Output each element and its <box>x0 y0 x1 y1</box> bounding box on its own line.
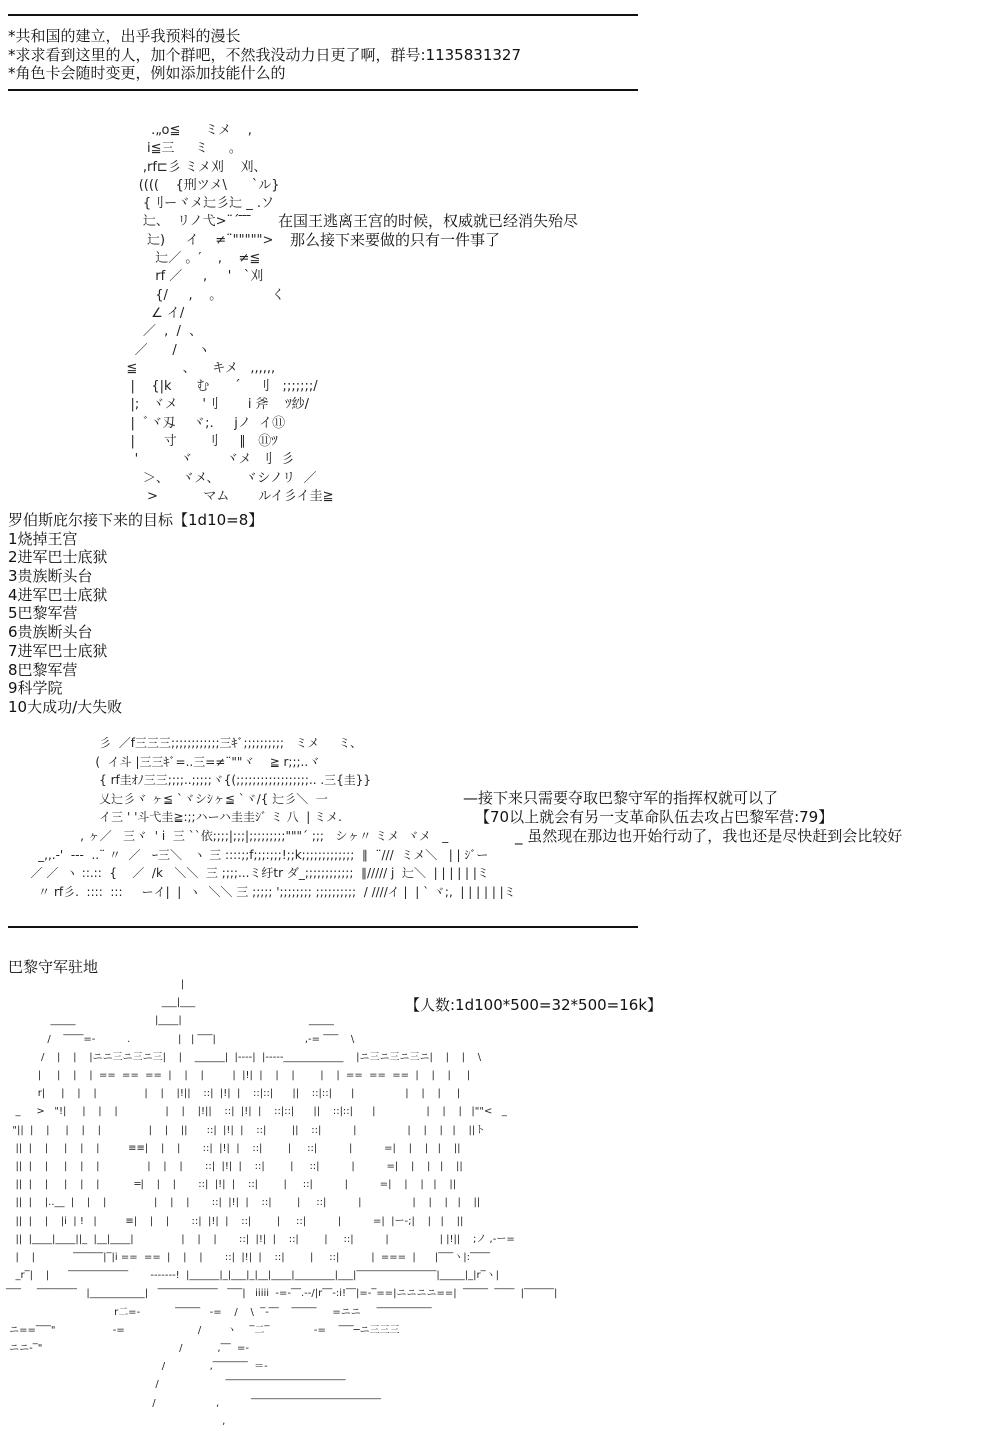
list-item: 1烧掉王宫 <box>8 529 78 548</box>
speech-line: 那么接下来要做的只有一件事了 <box>290 231 501 249</box>
note-line: *角色卡会随时变更，例如添加技能什么的 <box>8 64 286 82</box>
list-item: 4进军巴士底狱 <box>8 585 108 604</box>
speech-line: 【70以上就会有另一支革命队伍去攻占巴黎军营:79】 <box>475 808 834 826</box>
top-divider <box>8 14 638 16</box>
list-item: 10大成功/大失败 <box>8 697 123 716</box>
troop-count-label: 【人数:1d100*500=32*500=16k】 <box>405 996 663 1014</box>
section-title: 巴黎守军驻地 <box>8 958 99 976</box>
speech-line: _ 虽然现在那边也开始行动了，我也还是尽快赶到会比较好 <box>515 827 903 845</box>
speech-line: 在国王逃离王宫的时候，权威就已经消失殆尽 <box>278 212 579 230</box>
note-line: *求求看到这里的人，加个群吧，不然我没动力日更了啊，群号:1135831327 <box>8 45 521 64</box>
list-item: 7进军巴士底狱 <box>8 641 108 660</box>
roll-title: 罗伯斯庇尔接下来的目标【1d10=8】 <box>8 511 264 529</box>
character-ascii-art: .„o≦ ミメ , i≦三 ミ 。 ,rf⊏彡 ミメ刈 刈、 (((( {刑ツメ\ `ル} {刂ーヾメ辷彡辷 _ .ソ 辷、 リノ弋>¨´ ̄ ̄ ̄ 辷) イ ≠¨"""""> 辷／ 。′ , ≠≦ rf ／ , ' `刈 {/ , 。 く ∠ イ/ ／ , / 、 ／ / ヽ ≦ 、 キメ ,,,,,, | {|k む ´ 刂 ;;;;;;;/ |; ヾメ '刂 i 斧 ﾂ紗/ | ﾞヾ刄 ヾ;. jノ イ⑪ | 寸 刂 ∥ ⑪ﾂ ' ヾ ヾメ 刂 彡 ＞、 ヾメ、 ヾシノリ ／ > マム ルイ彡イ圭≧ <box>126 123 334 504</box>
header-notes <box>8 27 628 83</box>
list-item: 2进军巴士底狱 <box>8 548 108 567</box>
speech-line: —接下来只需要夺取巴黎守军的指挥权就可以了 <box>463 789 779 807</box>
scene-divider <box>8 926 638 928</box>
crowd-ascii-art: 彡 ／f三三三;;;;;;;;;;;;三ｷﾞ;;;;;;;;;; ミメ ミ、 ( イ斗 |三三ｷﾞ=..三=≠¨""ヾ ≧ r;;;..ヾ { rf圭ｵﾉ三三;;;;..;;;;;ヾ{(;;;;;;;;;;;;;;;;;;.. .三{圭}} 乂辷彡ヾ ヶ≦ `ヾシｼヶ≦ `ヾ/{ 辷彡＼ 一 イ三 ' '斗弋圭≧:;;ハーハ圭圭ｼﾞ ミ 八 | ミメ. , ヶ／ 三ヾ ' i 三 ``依;;;;|;;;|;;;;;;;;;"""´ ;;; シヶ〃 ミメ ヾメ _ _,,.-' --- ..¨ 〃 ／ ｰ三＼ ヽ 三 ::::;;f;;;:;;;!;;k;;;;;;;;;;;;; ∥ ¨/// ミメ＼ | | ｼﾞー ／ ／ ヽ ::.:: { ／ /k ＼＼ 三 ;;;;...ミ纡tr ダ_;;;;;;;;;;;; ∥///// j 辷＼ | | | | | |ミ 〃 rf彡. :::: ::: ーイ| | ヽ ＼＼ 三 ;;;;; ';;;;;;;; ;;;;;;;;;; / ////イ | | ` ヾ;, | | | | | |ミ <box>30 736 516 899</box>
dice-roll-list <box>8 511 608 717</box>
list-item: 5巴黎军营 <box>8 604 78 623</box>
list-item: 3贵族断头台 <box>8 567 93 586</box>
list-item: 6贵族断头台 <box>8 623 93 642</box>
list-item: 8巴黎军营 <box>8 660 78 679</box>
list-item: 9科学院 <box>8 679 63 698</box>
notes-divider <box>8 89 638 91</box>
note-line: *共和国的建立，出乎我预料的漫长 <box>8 27 241 45</box>
garrison-ascii-art: | ___|___ _____ |____| _____ / ‾‾‾‾=- . | | ‾‾‾| ,-= ‾‾‾ \ / | | |ニニ三ニ三ニ三| | ______| |----| |-----____________ |ニ三ニ三ニ三ニ| | | \ | | | | == == == | | | | |!| | | | | | == == == | | | | r| | | | | | |!|| ::| |!| | ::|::| || ::|::| | | | | | _ > "!| | | | | | |!|| ::| |!| | ::|::| || ::|::| | | | | |""< _ "|| | | | | | | | || ::| |!| | ::| || ::| | | | | | ||ト || | | | | | ≡≡| | | ::| |!| | ::| | ::| | =| | | | || || | | | | | | | | ::| |!| | ::| | ::| | =| | | | || || | | | | | ═| | | ::| |!| | ::| | ::| | =| | | | || || | |..__ | | | | | | ::| |!| | ::| | ::| | | | | | || || | | |i | ! | ≡| | | ::| |!| | ::| | ::| | =| |ー-;| | | || || |____|____||_ |__|____| | | | ::| |!| | ::| | ::| | | |!|| ;ノ ,-ー= | | ‾‾‾‾‾‾|‾|i == == | | | ::| |!| | ::| | ::| | === | |‾‾‾ヽ|:‾‾‾‾ _r‾| | ‾‾‾‾‾‾‾‾‾‾‾‾ -------! |______|_|___|_|__|____|________|___|‾‾‾‾‾‾‾‾‾‾‾‾‾‾‾‾|_____|_|r‾ヽ| ‾‾‾ ‾‾‾‾‾‾‾‾ |___________| ‾‾‾‾‾‾‾‾‾‾‾‾ ‾‾‾| iiiii -=-‾‾.--/|r‾‾-:i!‾‾|=-‾==|ニニニニ==| ‾‾‾‾‾ ‾‾‾‾ |‾‾‾‾‾‾| r二=- ‾‾‾‾‾ -= / \ ‾-‾‾ ‾‾‾‾‾ =ニニ ‾‾‾‾‾‾‾‾‾‾‾ ニ==‾‾‾" -= / ヽ ‾二‾ -= ‾‾‾─ニ三三三 ニニ-‾" / ,‾‾ =- / ,‾‾‾‾‾‾‾ ＝- / ‾‾‾‾‾‾‾‾‾‾‾‾‾‾‾‾‾‾‾‾‾‾‾‾ / , ‾‾‾‾‾‾‾‾‾‾‾‾‾‾‾‾‾‾‾‾‾‾‾‾‾‾ , <box>6 979 558 1427</box>
